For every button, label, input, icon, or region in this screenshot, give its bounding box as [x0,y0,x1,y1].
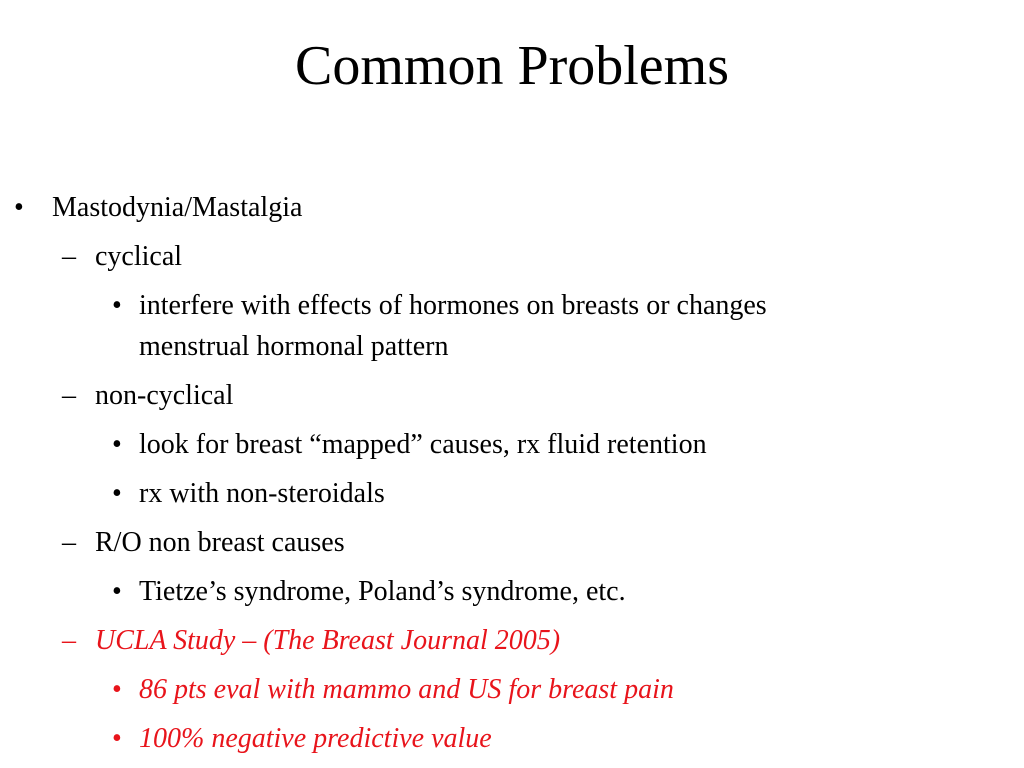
bullet-marker: • [14,192,24,223]
bullet-marker: • [112,674,122,705]
subitem-non-cyclical: non-cyclical [95,380,234,411]
dash-marker: – [62,241,76,272]
bullet-marker: • [112,429,122,460]
bullet-marker: • [112,478,122,509]
subitem-cyclical: cyclical [95,241,183,272]
subsubitem-86-pts: 86 pts eval with mammo and US for breast pain [139,674,674,705]
bullet-marker: • [112,576,122,607]
subsubitem-non-steroidals: rx with non-steroidals [139,478,385,509]
subitem-ro-non-breast: R/O non breast causes [95,527,345,558]
subsubitem-syndromes: Tietze’s syndrome, Poland’s syndrome, etc. [139,576,626,607]
dash-marker: – [62,625,76,656]
bullet-marker: • [112,723,122,754]
dash-marker: – [62,380,76,411]
bullet-marker: • [112,290,122,321]
subsubitem-mapped-causes: look for breast “mapped” causes, rx fluid retention [139,429,707,460]
dash-marker: – [62,527,76,558]
slide-title: Common Problems [294,35,730,97]
subsubitem-interfere: interfere with effects of hormones on breasts or changes [139,290,767,321]
bullet-level1-mastodynia: Mastodynia/Mastalgia [52,192,303,223]
subsubitem-npv: 100% negative predictive value [139,723,492,754]
subitem-ucla-study: UCLA Study – (The Breast Journal 2005) [95,625,561,656]
subsubitem-interfere-continuation: menstrual hormonal pattern [139,331,449,362]
